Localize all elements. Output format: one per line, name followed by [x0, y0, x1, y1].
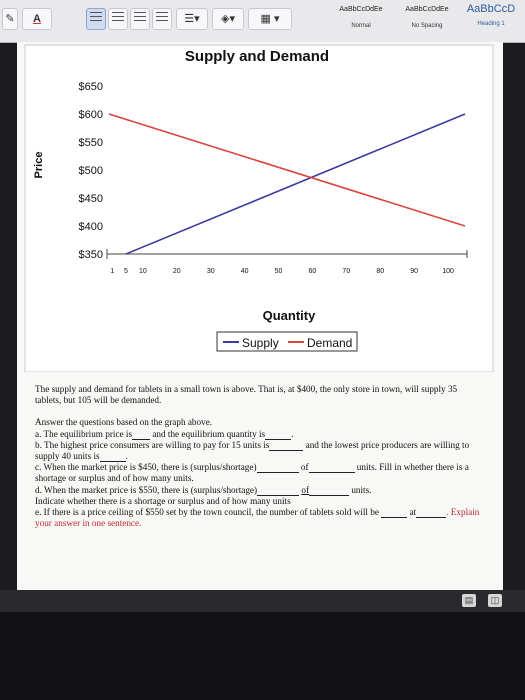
style-name: Heading 1 [477, 21, 505, 27]
x-tick-label: 5 [123, 268, 128, 275]
question-b-part2: and the lowest price producers are willing to supply 40 units is [35, 439, 470, 462]
x-tick-label: 10 [139, 268, 147, 275]
answer-blank[interactable] [381, 508, 407, 518]
y-axis-label: Price [33, 151, 45, 179]
answer-blank[interactable] [416, 508, 446, 518]
style-name: No Spacing [411, 23, 443, 29]
style-heading-1[interactable] [463, 2, 519, 38]
question-a-part3: . [291, 428, 294, 439]
y-tick-label: $550 [78, 137, 103, 149]
question-a-part1: a. The equilibrium price is [35, 428, 133, 439]
question-a [35, 429, 485, 440]
style-preview: AaBbCcDdEe [339, 6, 383, 13]
x-tick-label: 60 [308, 268, 317, 275]
shading-icon[interactable]: ◈▾ [212, 8, 244, 30]
supply-demand-chart [17, 42, 503, 372]
status-bar [0, 590, 525, 612]
align-right-icon[interactable] [130, 8, 150, 30]
highlight-icon[interactable]: ✎ [2, 8, 18, 30]
question-c [35, 462, 485, 484]
question-b-part1: b. The highest price consumers are willing to pay for 15 units is [35, 439, 270, 450]
answer-blank[interactable] [257, 486, 299, 496]
y-tick-label: $500 [78, 165, 103, 177]
style-preview: AaBbCcDdEe [405, 6, 449, 13]
y-tick-label: $350 [78, 249, 103, 261]
x-tick-label: 100 [442, 268, 454, 275]
chart-area [25, 45, 493, 372]
question-d-part1: d. When the market price is $550, there is (surplus/shortage) [35, 484, 258, 495]
question-c-part1: c. When the market price is $450, there is (surplus/shortage) [35, 462, 257, 473]
y-tick-label: $600 [78, 109, 103, 121]
x-tick-label: 80 [376, 268, 385, 275]
questions-heading: Answer the questions based on the graph above. [35, 417, 213, 428]
question-a-part2: and the equilibrium quantity is [152, 428, 266, 439]
print-layout-icon[interactable]: ▤ [462, 594, 476, 607]
legend-label-demand: Demand [307, 336, 353, 350]
answer-blank[interactable] [269, 441, 303, 451]
question-c-part2: of [300, 462, 309, 473]
font-color-button[interactable]: A [22, 8, 52, 30]
question-d-part3: units. [351, 484, 372, 495]
question-text [35, 384, 485, 529]
x-axis-label: Quantity [262, 308, 316, 323]
question-e-part2: at [409, 507, 417, 518]
x-tick-label: 50 [274, 268, 283, 275]
legend-label-supply: Supply [242, 336, 279, 350]
answer-blank[interactable] [309, 463, 355, 473]
question-e [35, 507, 485, 529]
x-tick-label: 30 [206, 268, 215, 275]
question-b [35, 440, 485, 462]
word-toolbar [0, 0, 525, 43]
desk-background [0, 612, 525, 700]
style-no-spacing[interactable] [399, 2, 455, 38]
x-tick-label: 40 [240, 268, 249, 275]
x-tick-label: 90 [410, 268, 419, 275]
style-name: Normal [351, 23, 371, 29]
y-tick-label: $400 [78, 221, 103, 233]
y-tick-label: $450 [78, 193, 103, 205]
question-e-part3: . Explain your answer in one sentence. [35, 507, 480, 529]
question-b-part3: . [125, 451, 128, 462]
intro-paragraph: The supply and demand for tablets in a small town is above. That is, at $400, the only store in town, will supply 35 tablets, but 105 will be demanded. [35, 384, 458, 406]
x-tick-label: 1 [110, 268, 115, 275]
style-normal[interactable] [333, 2, 389, 38]
line-spacing-icon[interactable]: ☰▾ [176, 8, 208, 30]
web-layout-icon[interactable]: ◫ [488, 594, 502, 607]
borders-icon[interactable]: ▦ ▾ [248, 8, 292, 30]
answer-blank[interactable] [309, 486, 349, 496]
question-e-part1: e. If there is a price ceiling of $550 set by the town council, the number of tablets sold will be [35, 507, 379, 518]
document-page [17, 42, 503, 590]
x-tick-label: 20 [172, 268, 181, 275]
align-center-icon[interactable] [108, 8, 128, 30]
answer-blank[interactable] [132, 430, 150, 440]
x-tick-label: 70 [342, 268, 351, 275]
question-c-part3: units. Fill in whether there is a shortage or surplus and of how many units. [35, 462, 469, 484]
answer-blank[interactable] [265, 428, 294, 440]
question-d [35, 485, 485, 496]
answer-blank[interactable] [100, 452, 126, 462]
question-d-instruction: Indicate whether there is a shortage or surplus and of how many units [35, 495, 291, 506]
question-d-part2: of [301, 484, 310, 495]
y-tick-label: $650 [78, 81, 103, 93]
justify-icon[interactable] [152, 8, 172, 30]
chart-title: Supply and Demand [184, 48, 330, 65]
align-left-icon[interactable] [86, 8, 106, 30]
answer-blank[interactable] [257, 463, 299, 473]
style-preview: AaBbCcD [466, 3, 516, 15]
